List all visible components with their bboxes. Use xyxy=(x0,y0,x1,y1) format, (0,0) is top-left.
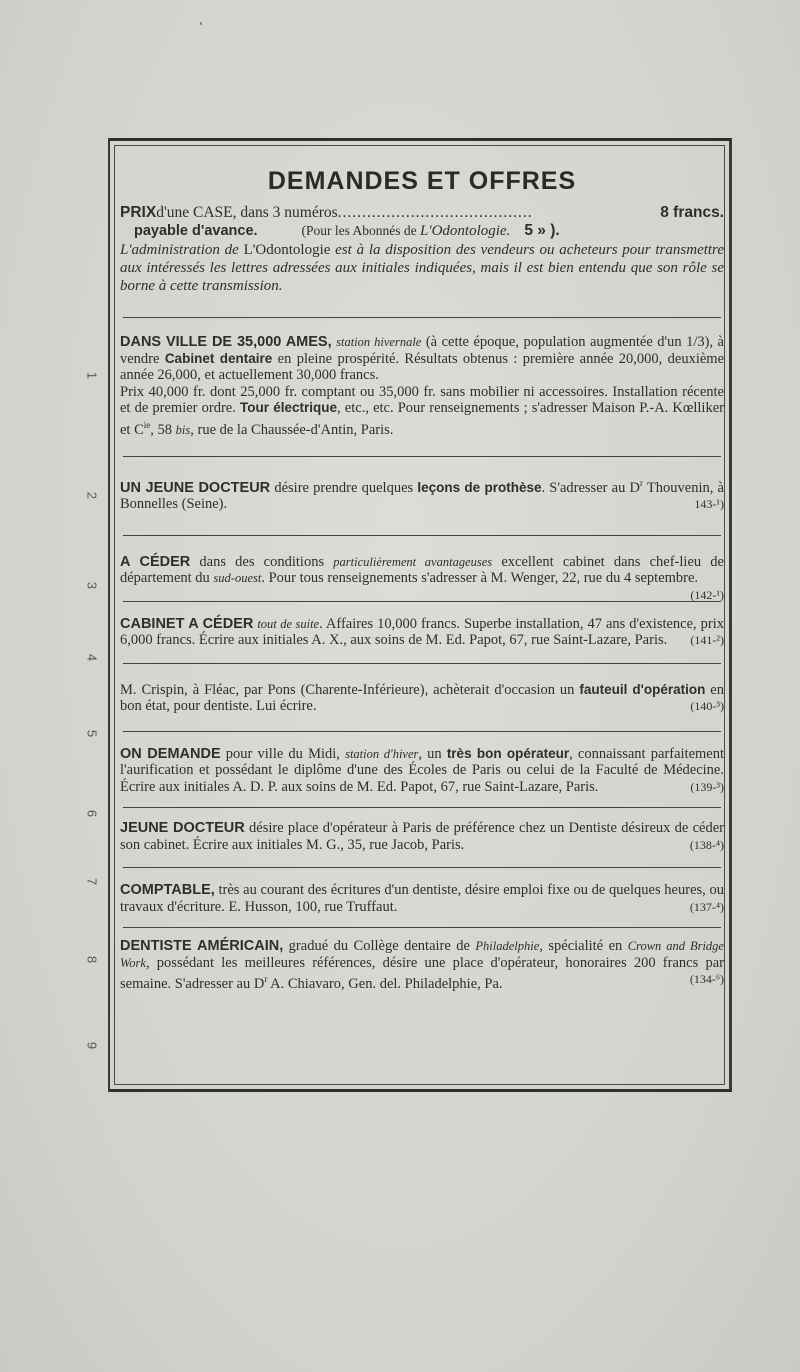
ad-emphasis: bis xyxy=(175,422,191,437)
ad-bold: leçons de prothèse xyxy=(417,479,542,495)
ad-text: dans des conditions xyxy=(190,553,334,570)
ad-text: A. Chiavaro, Gen. del. Philadelphie, Pa. xyxy=(267,975,503,992)
ad-lead: CABINET A CÉDER xyxy=(120,615,254,632)
divider xyxy=(123,601,721,602)
ad-item xyxy=(120,746,724,796)
margin-number: 6 xyxy=(84,809,100,818)
ad-reference: (140-³) xyxy=(690,699,724,714)
ad-reference: (137-⁴) xyxy=(689,899,724,914)
ad-emphasis: tout de suite xyxy=(257,616,320,631)
margin-number: 5 xyxy=(84,729,100,738)
ad-lead: DANS VILLE DE 35,000 AMES, xyxy=(120,334,332,350)
payable-text: payable d'avance. xyxy=(134,223,258,239)
ad-lead: JEUNE DOCTEUR xyxy=(120,820,245,837)
ad-item xyxy=(120,882,724,915)
administration-notice xyxy=(120,241,724,295)
ad-text: , connaissant parfaitement l'aurification et possédant le diplôme d'une des Écoles de Paris ou celui de la Faculté de Médecine. Écrire aux initiales A. D. P. aux soins de M. Ed. Papot, 67, rue Saint-Lazare, Paris. xyxy=(120,745,725,795)
ad-text: , un xyxy=(418,745,447,762)
ad-lead: DENTISTE AMÉRICAIN, xyxy=(120,938,284,955)
price-block xyxy=(120,204,724,240)
ad-lead: COMPTABLE, xyxy=(120,882,215,899)
price-lead: PRIX xyxy=(120,204,157,221)
price-line-2 xyxy=(120,222,724,240)
ad-text: . Pour tous renseignements s'adresser à M. Wenger, 22, rue du 4 septembre. xyxy=(261,570,699,587)
margin-number: 1 xyxy=(84,371,100,380)
notice-journal: L'Odontologie xyxy=(243,242,331,258)
subscriber-amount: 5 » ). xyxy=(524,222,560,239)
ad-bold: fauteuil d'opération xyxy=(579,681,706,697)
price-line-1 xyxy=(120,204,724,222)
ad-emphasis: Philadelphie xyxy=(475,939,540,954)
ad-emphasis: sud-ouest xyxy=(213,571,262,586)
subscriber-note-pre: (Pour les Abonnés de xyxy=(301,223,421,238)
price-text: d'une CASE, dans 3 numéros xyxy=(156,204,338,221)
ad-text: très au courant des écritures d'un dentiste, désire emploi fixe ou de quelques heures, ou travaux d'écriture. E. Husson, 100, rue Truffaut. xyxy=(120,882,724,915)
ad-item xyxy=(120,334,724,438)
margin-number: 9 xyxy=(84,1041,100,1050)
ad-reference: (134-⁶) xyxy=(689,972,724,987)
ad-bold: très bon opérateur xyxy=(446,745,570,761)
ad-superscript: r xyxy=(640,477,643,488)
ad-text: en bon état, pour dentiste. Lui écrire. xyxy=(120,681,724,715)
divider xyxy=(123,867,721,868)
ad-reference: (141-²) xyxy=(690,633,724,648)
ad-paragraph-2 xyxy=(120,384,724,438)
divider xyxy=(123,317,721,318)
margin-number: 4 xyxy=(84,653,100,662)
ad-text: , spécialité en xyxy=(539,938,628,955)
ad-emphasis: Crown and Bridge Work xyxy=(120,939,724,970)
ad-reference: (142-¹) xyxy=(690,587,724,602)
ad-bold: Tour électrique xyxy=(240,400,338,415)
price-dots: ........................................ xyxy=(337,204,533,221)
ad-item xyxy=(120,820,724,853)
ad-item xyxy=(120,682,724,715)
ad-reference: (138-⁴) xyxy=(689,837,724,852)
margin-number: 2 xyxy=(84,491,100,500)
ad-superscript: r xyxy=(264,974,268,985)
margin-number: 3 xyxy=(84,581,100,590)
divider xyxy=(123,927,721,928)
ad-text: . Affaires 10,000 francs. Superbe installation, 47 ans d'existence, prix 6,000 francs. Écrire aux initiales A. X., aux soins de M. Ed. Papot, 67, rue Saint-Lazare, Paris. xyxy=(120,615,724,649)
ad-text: M. Crispin, à Fléac, par Pons (Charente-Inférieure), achèterait d'occasion un xyxy=(120,681,580,698)
ad-lead: A CÉDER xyxy=(120,553,191,570)
ad-emphasis: station hivernale xyxy=(336,335,422,349)
ad-item xyxy=(120,938,724,992)
price-amount: 8 francs. xyxy=(660,204,724,221)
ad-bold: Cabinet dentaire xyxy=(164,350,273,366)
ad-text: pour ville du Midi, xyxy=(220,745,346,762)
page-title: DEMANDES ET OFFRES xyxy=(267,167,577,195)
ad-item xyxy=(120,475,724,513)
ad-text: , etc., etc. Pour renseignements ; s'adresser Maison P.-A. Kœlliker et C xyxy=(120,400,724,438)
ad-text: , possédant les meilleures références, désire une place d'opérateur, honoraires 200 francs par semaine. S'adresser au D xyxy=(120,954,724,992)
ad-text: excellent cabinet dans chef-lieu de département du xyxy=(120,553,724,587)
ad-reference: 143-¹) xyxy=(694,497,724,512)
ad-item xyxy=(120,616,724,649)
divider xyxy=(123,456,721,457)
divider xyxy=(123,535,721,536)
journal-name: L'Odontologie. xyxy=(420,223,511,239)
ad-lead: UN JEUNE DOCTEUR xyxy=(120,479,271,496)
margin-number: 7 xyxy=(84,877,100,886)
ad-emphasis: particulièrement avantageuses xyxy=(333,554,493,569)
ad-text: Prix 40,000 fr. dont 25,000 fr. comptant ou 35,000 fr. sans mobilier ni accessoires. Installation récente et de premier ordre. xyxy=(120,383,724,416)
divider xyxy=(123,731,721,732)
ad-item xyxy=(120,553,724,602)
divider xyxy=(123,663,721,664)
ad-text: Thouvenin, à Bonnelles (Seine). xyxy=(120,479,724,513)
ad-text: (à cette époque, population augmentée d'un 1/3), à vendre xyxy=(120,334,724,367)
notice-part-2: est à la disposition des vendeurs ou acheteurs pour transmettre aux intéressés les lettres adressées aux initiales indiquées, mais il est bien entendu que son rôle se borne à cette transmission. xyxy=(120,242,724,294)
ad-text: . S'adresser au D xyxy=(541,479,640,496)
ad-text: en pleine prospérité. Résultats obtenus : première année 20,000, deuxième année 26,000, et actuellement 30,000 francs. xyxy=(120,350,725,383)
page-content xyxy=(120,160,724,992)
scan-mark xyxy=(200,22,202,25)
ad-emphasis: station d'hiver xyxy=(345,746,419,761)
margin-number: 8 xyxy=(84,955,100,964)
ad-text: , 58 xyxy=(150,421,176,438)
ad-text: gradué du Collège dentaire de xyxy=(283,938,476,955)
ad-text: désire prendre quelques xyxy=(270,479,418,496)
subscriber-note xyxy=(302,222,511,240)
ad-reference: (139-³) xyxy=(690,779,724,794)
ad-lead: ON DEMANDE xyxy=(120,745,221,762)
ad-text: désire place d'opérateur à Paris de préférence chez un Dentiste désireux de céder son cabinet. Écrire aux initiales M. G., 35, rue Jacob, Paris. xyxy=(120,820,725,853)
ad-text: , rue de la Chaussée-d'Antin, Paris. xyxy=(190,421,394,438)
notice-part-1: L'administration de xyxy=(120,242,244,258)
ad-superscript: ie xyxy=(143,419,151,430)
divider xyxy=(123,807,721,808)
